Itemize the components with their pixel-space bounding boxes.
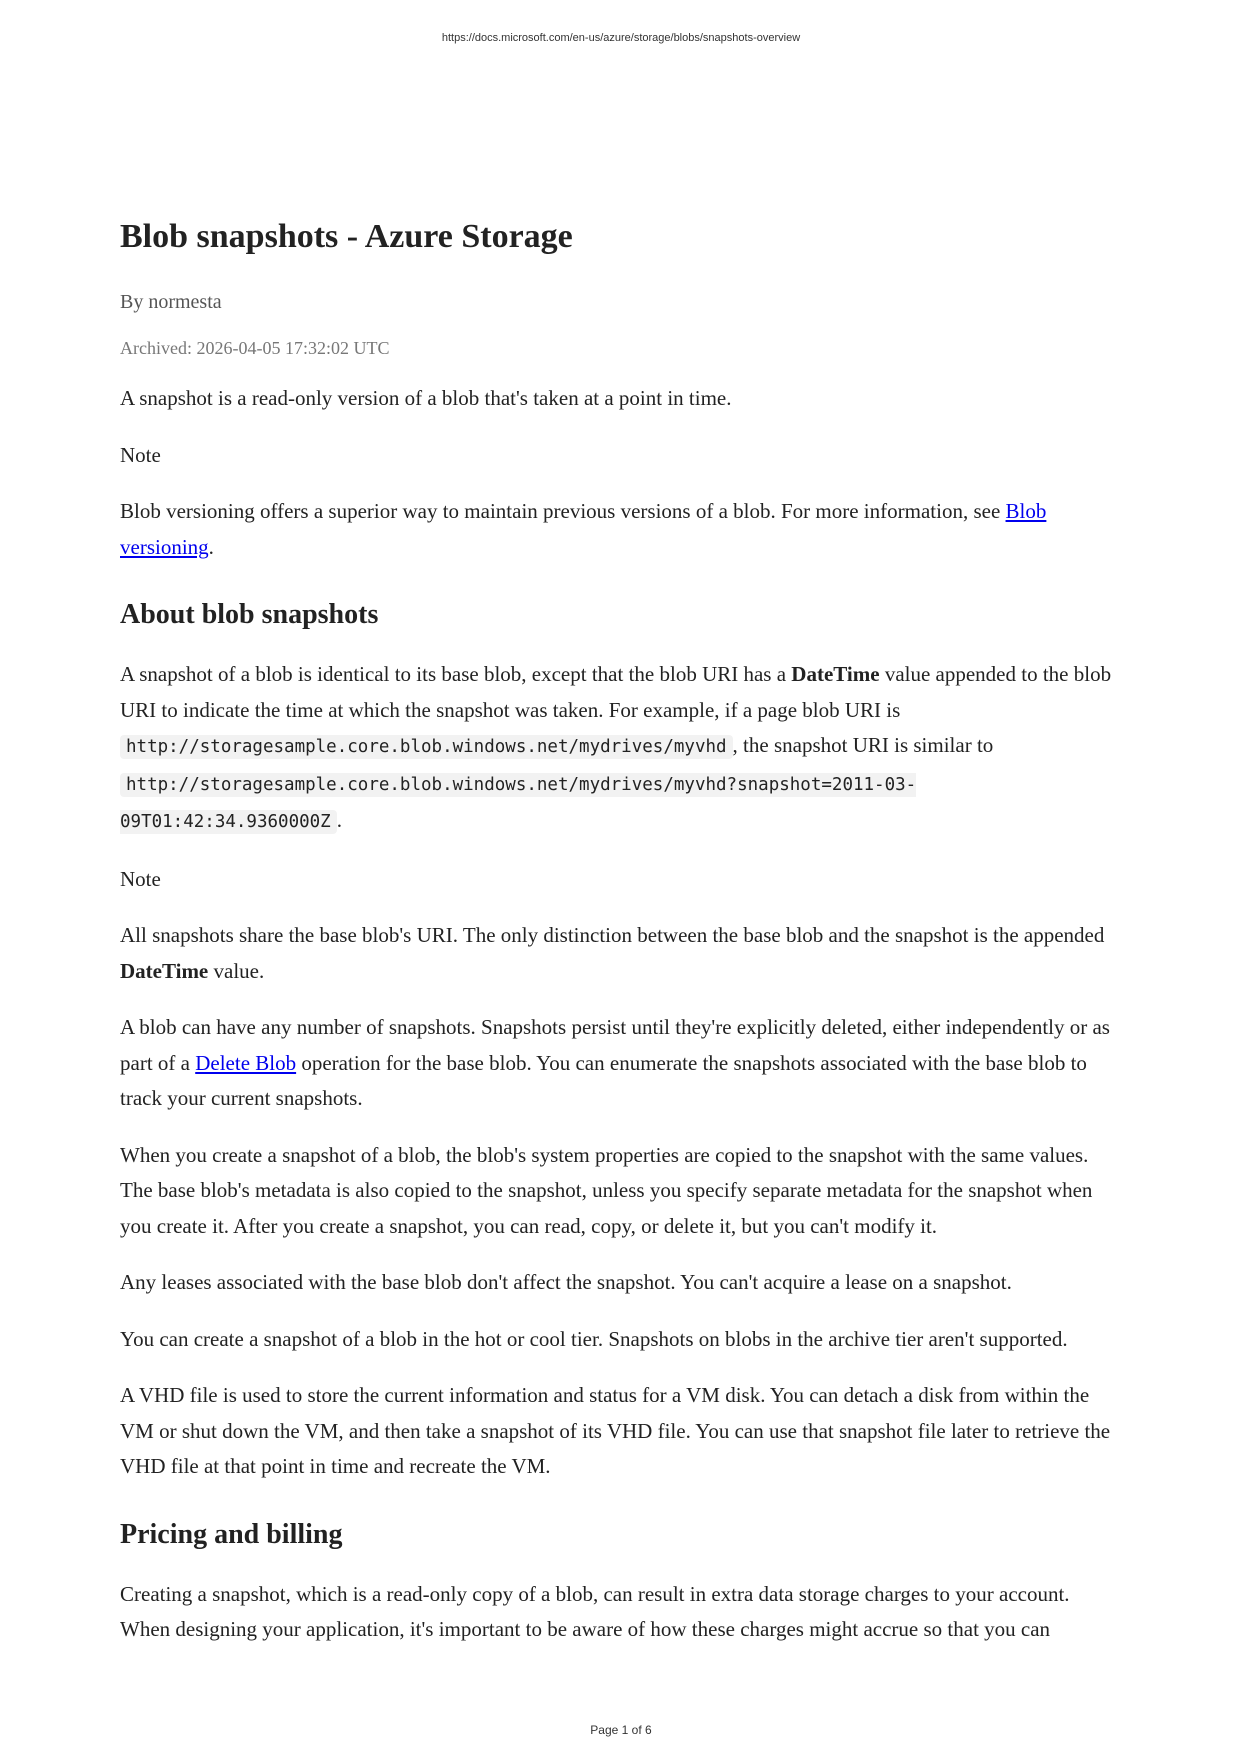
- author-byline: By normesta: [120, 291, 222, 313]
- note-versioning-paragraph: Blob versioning offers a superior way to maintain previous versions of a blob. For more information, see Blob versioning.: [120, 499, 1047, 559]
- pricing-paragraph: Creating a snapshot, which is a read-only copy of a blob, can result in extra data storage charges to your account. When designing your application, it's important to be aware of how these charges might accrue so that you can: [120, 1581, 1070, 1641]
- intro-paragraph: A snapshot is a read-only version of a blob that's taken at a point in time.: [120, 386, 732, 410]
- note-label: Note: [120, 442, 161, 467]
- section-heading-about: About blob snapshots: [120, 599, 379, 630]
- snapshot-uri-code: http://storagesample.core.blob.windows.net/mydrives/myvhd?snapshot=2011-03-09T01:42:34.9360000Z: [120, 774, 917, 832]
- delete-blob-link[interactable]: Delete Blob: [195, 1050, 297, 1075]
- datetime-term: DateTime: [791, 662, 880, 686]
- note-uri-paragraph: All snapshots share the base blob's URI. The only distinction between the base blob and the snapshot is the appended DateTime value.: [120, 923, 1105, 983]
- snapshot-count-paragraph: A blob can have any number of snapshots. Snapshots persist until they're explicitly deleted, either independently or as part of a Delete Blob operation for the base blob. You can enumerate the snapshots associated with the base blob to track your current snapshots.: [120, 1015, 1110, 1110]
- base-uri-code: http://storagesample.core.blob.windows.net/mydrives/myvhd: [120, 735, 733, 759]
- vhd-paragraph: A VHD file is used to store the current information and status for a VM disk. You can detach a disk from within the VM or shut down the VM, and then take a snapshot of its VHD file. You can use that snapshot file later to retrieve the VHD file at that point in time and recreate the VM.: [120, 1383, 1111, 1478]
- datetime-term: DateTime: [120, 958, 209, 983]
- system-properties-paragraph: When you create a snapshot of a blob, the blob's system properties are copied to the snapshot with the same values. The base blob's metadata is also copied to the snapshot, unless you specify separate metadata for the snapshot when you create it. After you create a snapshot, you can read, copy, or delete it, but you can't modify it.: [120, 1142, 1093, 1238]
- article: [120, 212, 1120, 1669]
- note-label: Note: [120, 866, 161, 891]
- page-title: Blob snapshots - Azure Storage: [120, 218, 573, 255]
- archived-timestamp: Archived: 2026-04-05 17:32:02 UTC: [120, 338, 390, 358]
- page-url: https://docs.microsoft.com/en-us/azure/storage/blobs/snapshots-overview: [441, 32, 801, 44]
- snapshot-uri-paragraph: A snapshot of a blob is identical to its base blob, except that the blob URI has a DateTime value appended to the blob URI to indicate the time at which the snapshot was taken. For example, if a page blob URI is http://storagesample.core.blob.windows.net/mydrives/myvhd , the snapshot URI is similar to http://storagesample.core.blob.windows.net/mydrives/myvhd?snapshot=2011-03-09T01:42:34.9360000Z .: [120, 662, 1112, 832]
- page-number: Page 1 of 6: [590, 1723, 652, 1737]
- blob-versioning-link[interactable]: Blob versioning: [120, 499, 1047, 559]
- leases-paragraph: Any leases associated with the base blob don't affect the snapshot. You can't acquire a lease on a snapshot.: [120, 1270, 1012, 1294]
- section-heading-pricing: Pricing and billing: [120, 1518, 343, 1550]
- tiers-paragraph: You can create a snapshot of a blob in the hot or cool tier. Snapshots on blobs in the archive tier aren't supported.: [120, 1326, 1068, 1351]
